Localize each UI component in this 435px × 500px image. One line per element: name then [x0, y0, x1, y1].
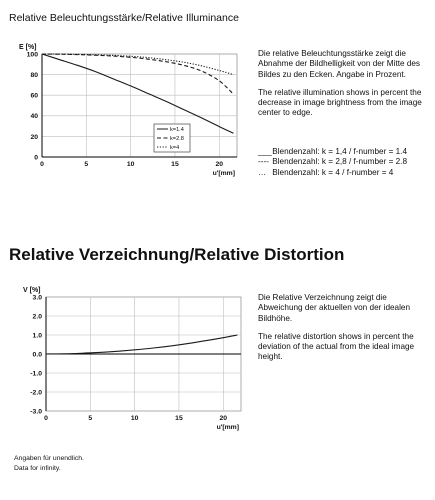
legend-text: Blendenzahl: k = 4 / f-number = 4 [272, 167, 394, 177]
x-tick-label: 20 [215, 161, 224, 168]
f-number-legend-row [258, 147, 407, 157]
illuminance-description-en: The relative illumination shows in percent the decrease in image brightness from the image center to edge. [258, 87, 422, 118]
data-point [166, 59, 167, 60]
data-point [99, 352, 100, 353]
legend-text: Blendenzahl: k = 1,4 / f-number = 1.4 [272, 147, 408, 156]
data-point [59, 59, 60, 60]
data-point [112, 78, 113, 79]
y-axis-label: E [%] [19, 44, 37, 51]
data-point [148, 59, 149, 60]
legend-entry-label: k=2.8 [170, 136, 184, 143]
data-point [148, 57, 149, 58]
data-point [77, 54, 78, 55]
data-point [63, 353, 64, 354]
distortion-description [258, 293, 423, 371]
y-tick-label: 60 [30, 92, 38, 100]
x-tick-label: 15 [175, 415, 183, 422]
footer-note [14, 454, 84, 473]
data-point [219, 126, 220, 127]
illuminance-chart [19, 44, 237, 177]
data-point [166, 101, 167, 102]
legend-entry-label: k=4 [170, 145, 180, 152]
y-tick-label: 2.0 [32, 313, 42, 321]
data-point [183, 109, 184, 110]
data-point [95, 54, 96, 55]
data-point [183, 62, 184, 63]
x-tick-label: 0 [44, 415, 48, 422]
x-tick-label: 0 [40, 161, 44, 168]
y-tick-label: 0.0 [32, 351, 42, 359]
legend-mark: ___ [258, 147, 272, 156]
distortion-chart [23, 287, 241, 431]
x-axis-label: u'[mm] [212, 170, 235, 177]
illuminance-description-de: Die relative Beleuchtungsstärke zeigt die Abnahme der Bildhelligkeit von der Mitte des Bildes zu den Ecken. Angabe in Prozent. [258, 49, 421, 79]
x-tick-label: 10 [126, 161, 135, 168]
data-point [237, 335, 238, 336]
data-point [223, 337, 224, 338]
data-point [134, 349, 135, 350]
data-point [130, 57, 131, 58]
legend-text: Blendenzahl: k = 2,8 / f-number = 2.8 [272, 157, 408, 167]
data-point [219, 80, 220, 81]
f-number-legend-row [258, 168, 407, 178]
data-point [233, 94, 234, 95]
x-tick-label: 10 [130, 415, 139, 422]
data-point [219, 70, 220, 71]
f-number-legend [258, 147, 407, 178]
distortion-section-title: Relative Verzeichnung/Relative Distortion [9, 245, 345, 264]
x-tick-label: 5 [88, 415, 93, 422]
data-point [201, 117, 202, 118]
distortion-description-en: The relative distortion shows in percent the deviation of the actual from the ideal image height. [258, 331, 415, 362]
f-number-legend-row [258, 157, 407, 167]
data-point [95, 71, 96, 72]
x-tick-label: 15 [171, 161, 179, 168]
data-point [59, 54, 60, 55]
legend-entry-label: k=1.4 [170, 127, 184, 134]
data-point [112, 55, 113, 56]
y-tick-label: 3.0 [32, 294, 42, 302]
x-axis-label: u'[mm] [216, 424, 239, 431]
y-tick-label: -1.0 [30, 370, 42, 378]
x-tick-label: 20 [219, 415, 228, 422]
illuminance-section-title: Relative Beleuchtungsstärke/Relative Illuminance [9, 12, 239, 24]
data-point [187, 343, 188, 344]
y-tick-label: 20 [30, 133, 38, 141]
data-point [42, 54, 43, 55]
data-point [170, 346, 171, 347]
y-tick-label: 0 [34, 154, 38, 162]
data-point [201, 70, 202, 71]
data-point [46, 354, 47, 355]
data-point [166, 61, 167, 62]
y-tick-label: 100 [26, 51, 38, 59]
data-point [205, 340, 206, 341]
data-point [77, 65, 78, 66]
plot-area [42, 54, 237, 157]
data-point [233, 74, 234, 75]
y-tick-label: -2.0 [30, 389, 42, 397]
data-point [183, 65, 184, 66]
illuminance-description [258, 49, 423, 127]
x-tick-label: 5 [84, 161, 89, 168]
distortion-description-de: Die Relative Verzeichnung zeigt die Abweichung der aktuellen von der idealen Bildhöhe. [258, 293, 411, 323]
data-point [152, 348, 153, 349]
legend-mark: ---- [258, 157, 269, 167]
data-point [130, 85, 131, 86]
data-point [81, 353, 82, 354]
y-tick-label: -3.0 [30, 408, 42, 416]
footer-note-en: Data for infinity. [14, 464, 61, 472]
y-tick-label: 1.0 [32, 332, 42, 340]
data-point [201, 65, 202, 66]
data-point [148, 93, 149, 94]
y-axis-label: V [%] [23, 287, 41, 294]
legend-mark: … [258, 167, 267, 177]
y-tick-label: 80 [30, 72, 38, 79]
y-tick-label: 40 [30, 113, 38, 121]
data-point [130, 56, 131, 57]
data-point [233, 133, 234, 134]
footer-note-de: Angaben für unendlich. [14, 455, 84, 462]
data-point [116, 351, 117, 352]
